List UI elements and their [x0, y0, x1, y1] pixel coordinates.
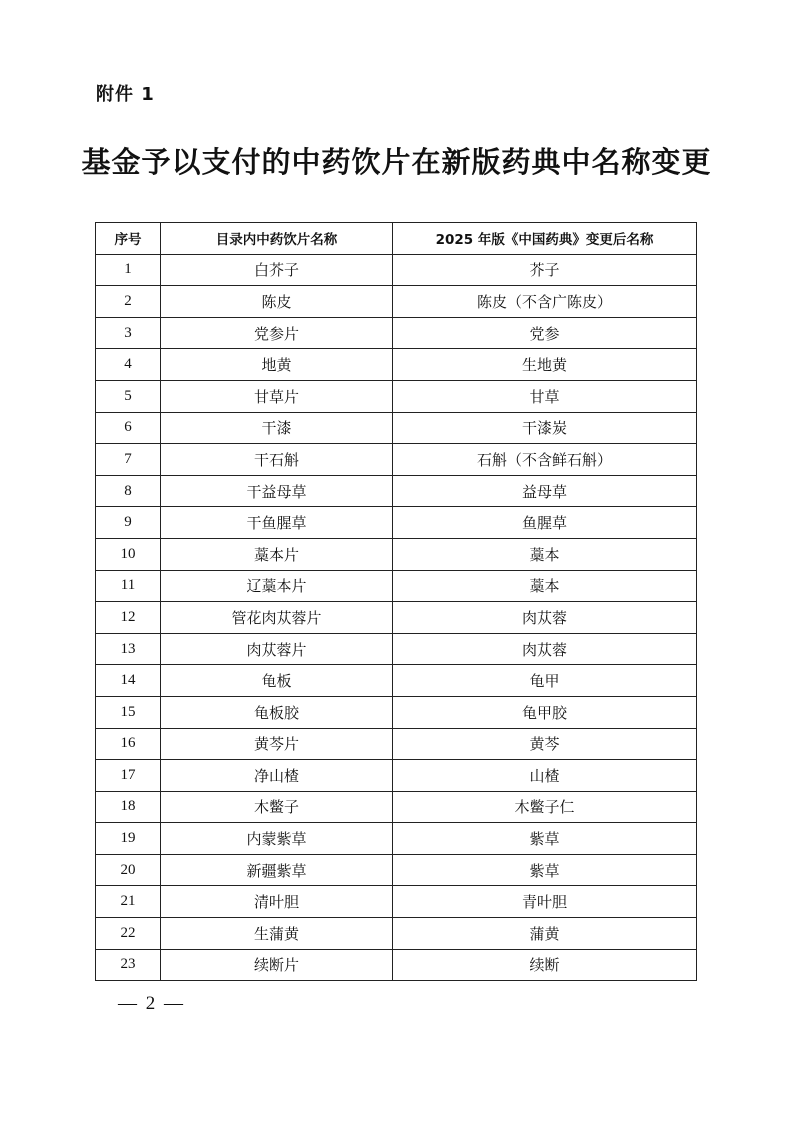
table-row [96, 317, 697, 349]
row-catalog-name: 龟板 [161, 665, 393, 697]
row-catalog-name: 管花肉苁蓉片 [161, 602, 393, 634]
row-serial-number: 23 [96, 949, 161, 981]
row-serial-number: 17 [96, 760, 161, 792]
row-serial-number: 8 [96, 475, 161, 507]
row-catalog-name: 干益母草 [161, 475, 393, 507]
row-catalog-name: 干鱼腥草 [161, 507, 393, 539]
header-new-name: 2025 年版《中国药典》变更后名称 [393, 223, 697, 255]
row-new-name: 龟甲 [393, 665, 697, 697]
row-serial-number: 13 [96, 633, 161, 665]
table-row [96, 696, 697, 728]
row-catalog-name: 清叶胆 [161, 886, 393, 918]
row-serial-number: 18 [96, 791, 161, 823]
row-catalog-name: 干石斛 [161, 444, 393, 476]
row-serial-number: 16 [96, 728, 161, 760]
table-row [96, 633, 697, 665]
table-row [96, 886, 697, 918]
row-new-name: 紫草 [393, 823, 697, 855]
table-row [96, 507, 697, 539]
row-catalog-name: 净山楂 [161, 760, 393, 792]
row-new-name: 木鳖子仁 [393, 791, 697, 823]
table-row [96, 444, 697, 476]
table-row [96, 854, 697, 886]
row-catalog-name: 干漆 [161, 412, 393, 444]
table-row [96, 349, 697, 381]
row-new-name: 藁本 [393, 570, 697, 602]
page-number: — 2 — [118, 993, 185, 1014]
name-change-table [95, 222, 697, 981]
row-catalog-name: 地黄 [161, 349, 393, 381]
table-row [96, 412, 697, 444]
row-catalog-name: 新疆紫草 [161, 854, 393, 886]
row-serial-number: 5 [96, 380, 161, 412]
row-catalog-name: 白芥子 [161, 254, 393, 286]
row-new-name: 藁本 [393, 538, 697, 570]
table-row [96, 602, 697, 634]
row-new-name: 龟甲胶 [393, 696, 697, 728]
row-new-name: 续断 [393, 949, 697, 981]
table-header-row [96, 223, 697, 255]
row-new-name: 山楂 [393, 760, 697, 792]
row-catalog-name: 甘草片 [161, 380, 393, 412]
row-new-name: 紫草 [393, 854, 697, 886]
table-row [96, 728, 697, 760]
table-row [96, 760, 697, 792]
row-serial-number: 15 [96, 696, 161, 728]
table-row [96, 538, 697, 570]
row-serial-number: 19 [96, 823, 161, 855]
row-serial-number: 21 [96, 886, 161, 918]
row-serial-number: 11 [96, 570, 161, 602]
table-row [96, 475, 697, 507]
row-serial-number: 7 [96, 444, 161, 476]
row-catalog-name: 续断片 [161, 949, 393, 981]
row-new-name: 党参 [393, 317, 697, 349]
row-serial-number: 12 [96, 602, 161, 634]
row-catalog-name: 藁本片 [161, 538, 393, 570]
table-row [96, 286, 697, 318]
table-row [96, 823, 697, 855]
header-serial-number: 序号 [96, 223, 161, 255]
header-catalog-name: 目录内中药饮片名称 [161, 223, 393, 255]
row-catalog-name: 陈皮 [161, 286, 393, 318]
table-row [96, 570, 697, 602]
table-row [96, 949, 697, 981]
row-catalog-name: 肉苁蓉片 [161, 633, 393, 665]
row-new-name: 青叶胆 [393, 886, 697, 918]
row-new-name: 鱼腥草 [393, 507, 697, 539]
row-serial-number: 6 [96, 412, 161, 444]
row-new-name: 甘草 [393, 380, 697, 412]
attachment-label: 附件 1 [96, 84, 155, 105]
row-serial-number: 22 [96, 918, 161, 950]
row-new-name: 蒲黄 [393, 918, 697, 950]
row-serial-number: 14 [96, 665, 161, 697]
row-serial-number: 9 [96, 507, 161, 539]
row-catalog-name: 辽藁本片 [161, 570, 393, 602]
row-new-name: 石斛（不含鲜石斛） [393, 444, 697, 476]
row-serial-number: 10 [96, 538, 161, 570]
row-catalog-name: 木鳖子 [161, 791, 393, 823]
row-catalog-name: 黄芩片 [161, 728, 393, 760]
row-new-name: 芥子 [393, 254, 697, 286]
table-body [96, 254, 697, 981]
row-new-name: 干漆炭 [393, 412, 697, 444]
row-serial-number: 2 [96, 286, 161, 318]
row-new-name: 肉苁蓉 [393, 633, 697, 665]
row-catalog-name: 党参片 [161, 317, 393, 349]
table-row [96, 254, 697, 286]
row-new-name: 肉苁蓉 [393, 602, 697, 634]
row-serial-number: 20 [96, 854, 161, 886]
table-row [96, 665, 697, 697]
row-catalog-name: 内蒙紫草 [161, 823, 393, 855]
table-row [96, 791, 697, 823]
row-serial-number: 3 [96, 317, 161, 349]
row-catalog-name: 龟板胶 [161, 696, 393, 728]
row-new-name: 陈皮（不含广陈皮） [393, 286, 697, 318]
row-new-name: 黄芩 [393, 728, 697, 760]
table-row [96, 380, 697, 412]
row-catalog-name: 生蒲黄 [161, 918, 393, 950]
table-row [96, 918, 697, 950]
row-new-name: 生地黄 [393, 349, 697, 381]
row-new-name: 益母草 [393, 475, 697, 507]
row-serial-number: 1 [96, 254, 161, 286]
row-serial-number: 4 [96, 349, 161, 381]
document-title: 基金予以支付的中药饮片在新版药典中名称变更 [81, 145, 712, 179]
